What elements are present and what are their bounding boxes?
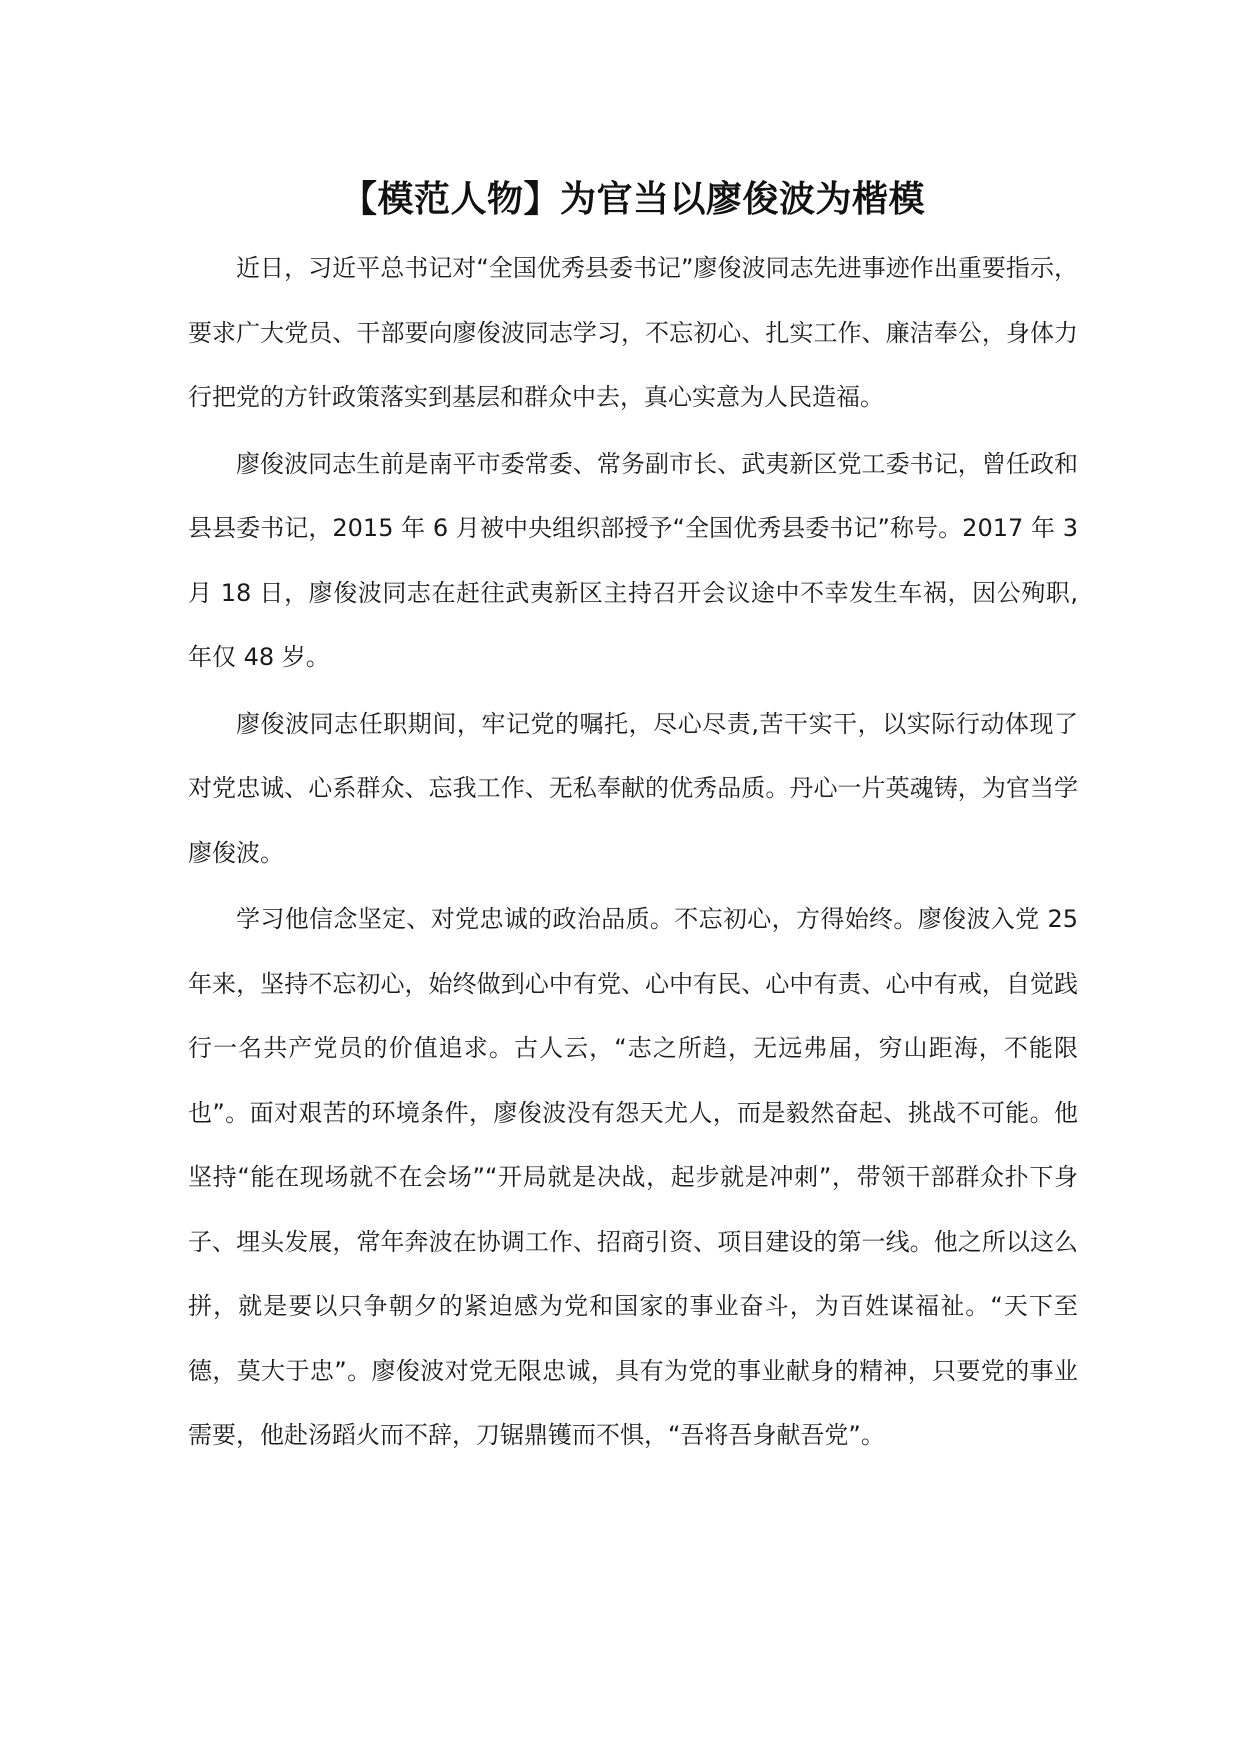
body-paragraph: 近日，习近平总书记对“全国优秀县委书记”廖俊波同志先进事迹作出重要指示，要求广大党员、干部要向廖俊波同志学习，不忘初心、扎实工作、廉洁奉公，身体力行把党的方针政策落实到基层和群众中去，真心实意为人民造福。 bbox=[188, 254, 1078, 411]
body-paragraph: 廖俊波同志任职期间，牢记党的嘱托，尽心尽责,苦干实干，以实际行动体现了对党忠诚、心系群众、忘我工作、无私奉献的优秀品质。丹心一片英魂铸，为官当学廖俊波。 bbox=[188, 709, 1078, 867]
body-paragraph: 廖俊波同志生前是南平市委常委、常务副市长、武夷新区党工委书记，曾任政和县县委书记，2015 年 6 月被中央组织部授予“全国优秀县委书记”称号。2017 年 3 月 18 日，廖俊波同志在赶往武夷新区主持召开会议途中不幸发生车祸，因公殉职,年仅 48 岁。 bbox=[188, 449, 1078, 671]
document-title: 【模范人物】为官当以廖俊波为楷模 bbox=[340, 179, 925, 220]
document-body bbox=[188, 236, 1078, 1468]
body-paragraph: 学习他信念坚定、对党忠诚的政治品质。不忘初心，方得始终。廖俊波入党 25 年来，坚持不忘初心，始终做到心中有党、心中有民、心中有责、心中有戒，自觉践行一名共产党员的价值追求。古人云，“志之所趋，无远弗届，穷山距海，不能限也”。面对艰苦的环境条件，廖俊波没有怨天尤人，而是毅然奋起、挑战不可能。他坚持“能在现场就不在会场”“开局就是决战，起步就是冲刺”，带领干部群众扑下身子、埋头发展，常年奔波在协调工作、招商引资、项目建设的第一线。他之所以这么拼，就是要以只争朝夕的紧迫感为党和国家的事业奋斗，为百姓谋福祉。“天下至德，莫大于忠”。廖俊波对党无限忠诚，具有为党的事业献身的精神，只要党的事业需要，他赴汤蹈火而不辞，刀锯鼎镬而不惧，“吾将吾身献吾党”。 bbox=[188, 905, 1078, 1449]
document-page bbox=[188, 170, 1078, 1470]
